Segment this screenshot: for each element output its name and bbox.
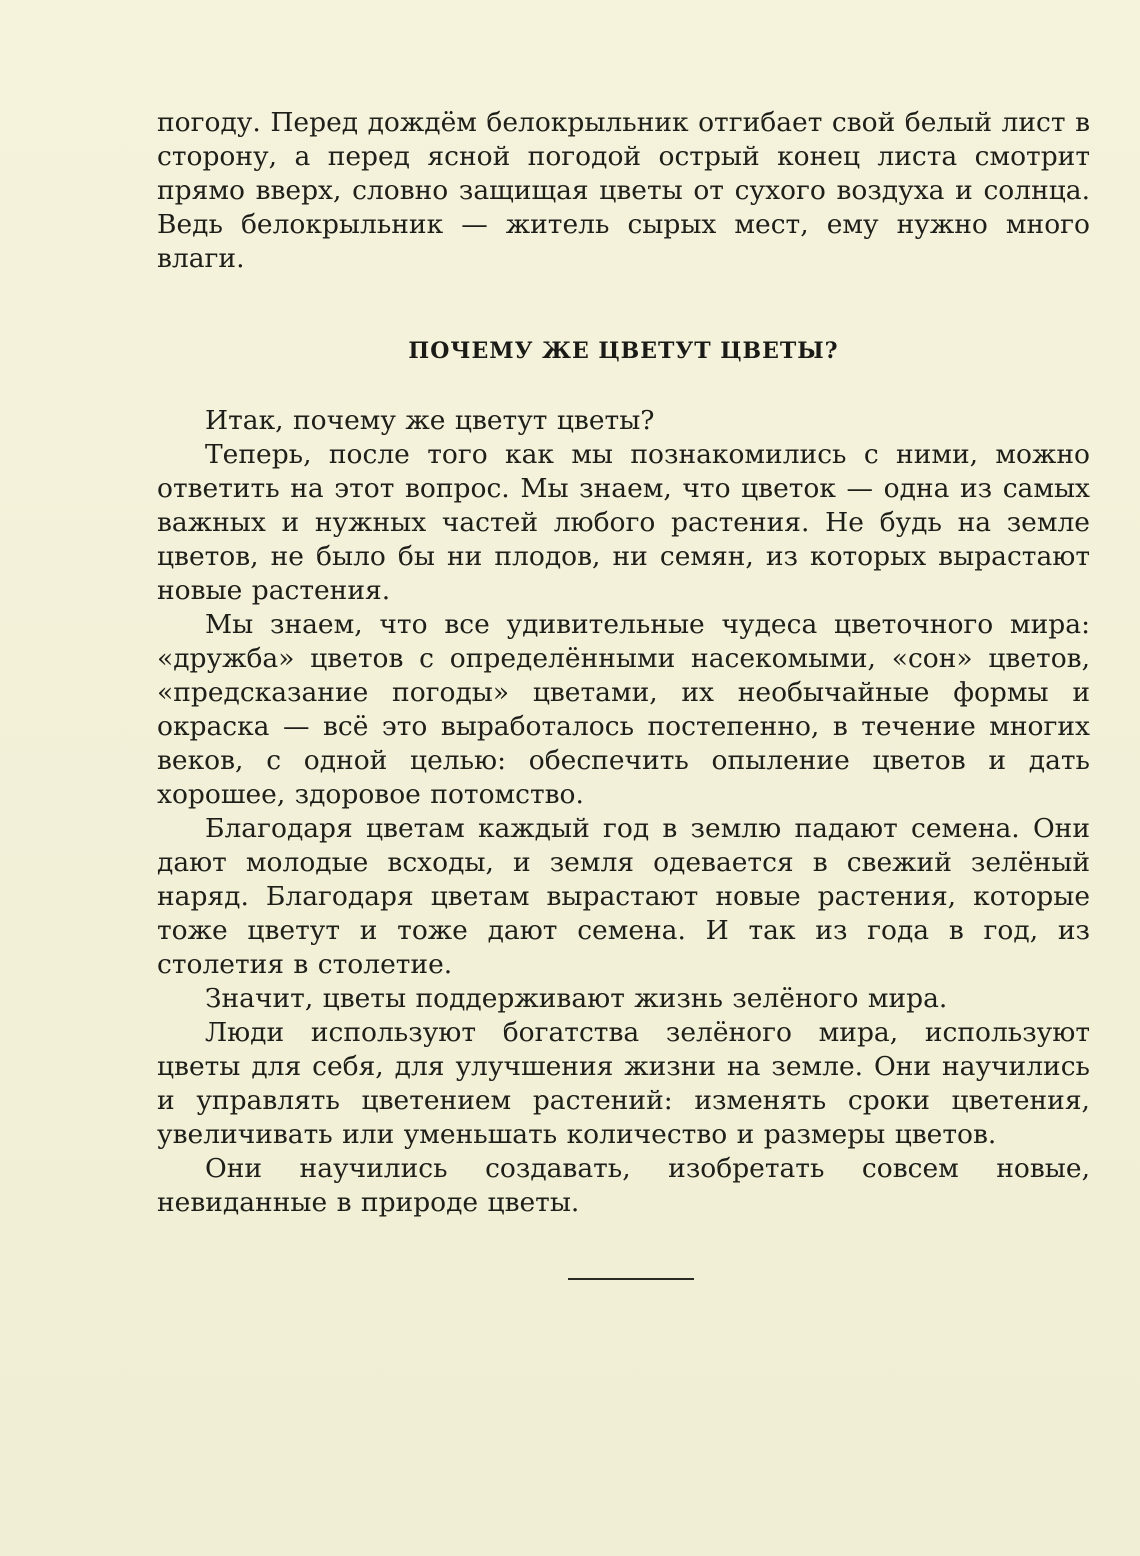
intro-text xyxy=(157,106,1090,276)
section-heading: ПОЧЕМУ ЖЕ ЦВЕТУТ ЦВЕТЫ? xyxy=(408,338,839,364)
end-rule-divider xyxy=(568,1278,694,1280)
paragraph: Благодаря цветам каждый год в землю падают семена. Они дают молодые всходы, и земля одевается в свежий зелёный наряд. Благодаря цветам вырастают новые растения, которые тоже цветут и тоже дают семена. И так из года в год, из столетия в столетие. xyxy=(157,813,1090,980)
paragraph: Итак, почему же цветут цветы? xyxy=(205,405,655,436)
section-body xyxy=(157,404,1090,1220)
intro-paragraph: погоду. Перед дождём белокрыльник отгибает свой белый лист в сторону, а перед ясной погодой острый конец листа смотрит прямо вверх, словно защищая цветы от сухого воздуха и солнца. Ведь белокрыльник — житель сырых мест, ему нужно много влаги. xyxy=(157,107,1090,274)
paragraph: Они научились создавать, изобретать совсем новые, невиданные в природе цветы. xyxy=(157,1153,1090,1218)
paragraph: Мы знаем, что все удивительные чудеса цветочного мира: «дружба» цветов с определёнными насекомыми, «сон» цветов, «предсказание погоды» цветами, их необычайные формы и окраска — всё это выработалось постепенно, в течение многих веков, с одной целью: обеспечить опыление цветов и дать хорошее, здоровое потомство. xyxy=(157,609,1090,810)
paragraph: Значит, цветы поддерживают жизнь зелёного мира. xyxy=(205,983,948,1014)
paragraph: Теперь, после того как мы познакомились с ними, можно ответить на этот вопрос. Мы знаем, что цветок — одна из самых важных и нужных частей любого растения. Не будь на земле цветов, не было бы ни плодов, ни семян, из которых вырастают новые растения. xyxy=(157,439,1090,606)
paragraph: Люди используют богатства зелёного мира, используют цветы для себя, для улучшения жизни на земле. Они научились и управлять цветением растений: изменять сроки цветения, увеличивать или уменьшать количество и размеры цветов. xyxy=(157,1017,1090,1150)
